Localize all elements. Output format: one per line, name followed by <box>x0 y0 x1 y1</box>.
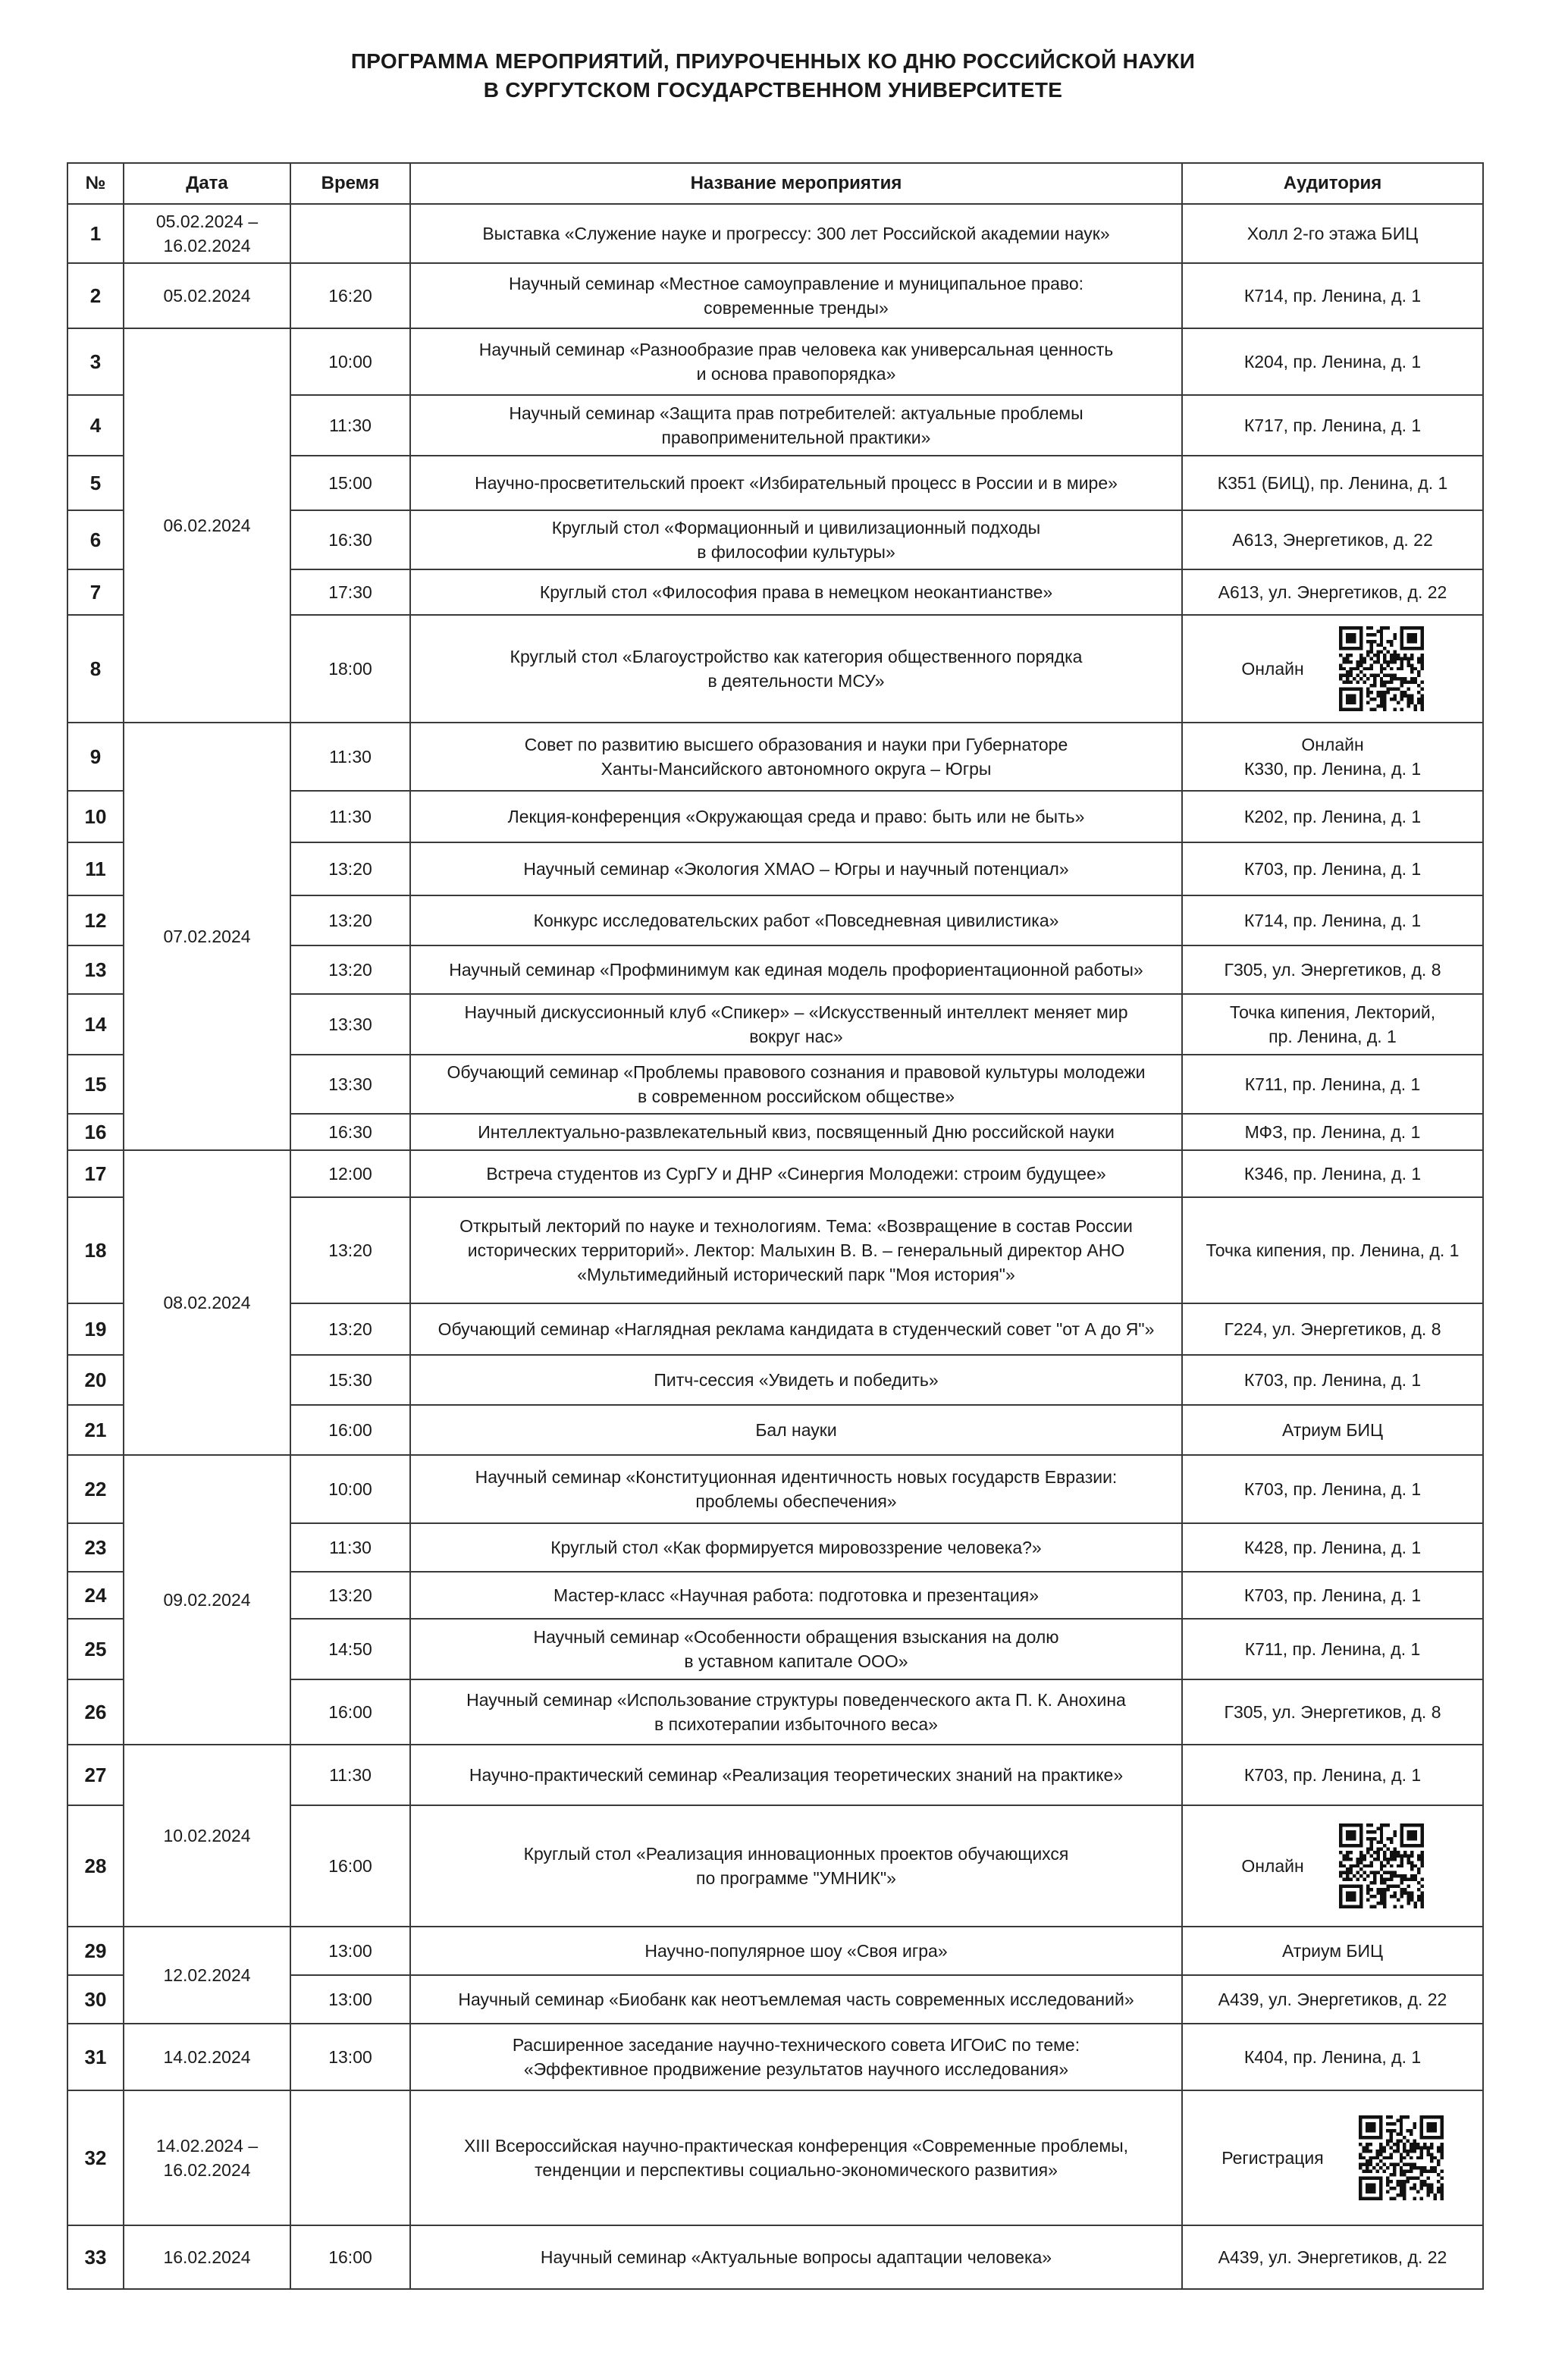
row-event-name: Обучающий семинар «Наглядная реклама кандидата в студенческий совет "от А до Я"» <box>410 1303 1182 1355</box>
row-time: 13:00 <box>290 1975 410 2024</box>
row-room: Атриум БИЦ <box>1182 1927 1483 1975</box>
row-room: К703, пр. Ленина, д. 1 <box>1182 1355 1483 1405</box>
row-number: 15 <box>67 1055 124 1114</box>
row-time: 16:00 <box>290 1679 410 1745</box>
row-number: 30 <box>67 1975 124 2024</box>
row-number: 25 <box>67 1619 124 1679</box>
row-time: 16:00 <box>290 1405 410 1455</box>
row-event-name: Научный семинар «Разнообразие прав человека как универсальная ценность и основа правопорядка» <box>410 328 1182 395</box>
row-date: 05.02.2024 <box>124 263 290 328</box>
row-time: 11:30 <box>290 723 410 791</box>
row-room: А439, ул. Энергетиков, д. 22 <box>1182 2225 1483 2289</box>
row-event-name: Расширенное заседание научно-технического совета ИГОиС по теме: «Эффективное продвижение результатов научного исследования» <box>410 2024 1182 2090</box>
row-time: 16:20 <box>290 263 410 328</box>
row-time: 11:30 <box>290 791 410 842</box>
table-row <box>67 1150 1483 1197</box>
title-line-1: ПРОГРАММА МЕРОПРИЯТИЙ, ПРИУРОЧЕННЫХ КО ДНЮ РОССИЙСКОЙ НАУКИ <box>350 49 1196 73</box>
row-time: 10:00 <box>290 1455 410 1523</box>
row-time: 17:30 <box>290 569 410 615</box>
row-time <box>290 204 410 263</box>
row-number: 8 <box>67 615 124 723</box>
row-number: 10 <box>67 791 124 842</box>
row-event-name: Научный семинар «Профминимум как единая модель профориентационной работы» <box>410 945 1182 994</box>
header-time: Время <box>290 163 410 204</box>
row-number: 16 <box>67 1114 124 1150</box>
row-event-name: Научный семинар «Биобанк как неотъемлемая часть современных исследований» <box>410 1975 1182 2024</box>
row-date: 09.02.2024 <box>124 1455 290 1745</box>
table-header-row <box>67 163 1483 204</box>
row-time: 13:30 <box>290 1055 410 1114</box>
row-event-name: Научный семинар «Конституционная идентичность новых государств Евразии: проблемы обеспечения» <box>410 1455 1182 1523</box>
row-event-name: Научный дискуссионный клуб «Спикер» – «Искусственный интеллект меняет мир вокруг нас» <box>410 994 1182 1055</box>
row-time: 14:50 <box>290 1619 410 1679</box>
row-time: 13:20 <box>290 945 410 994</box>
row-event-name: Выставка «Служение науке и прогрессу: 300 лет Российской академии наук» <box>410 204 1182 263</box>
table-body <box>67 204 1483 2289</box>
row-number: 24 <box>67 1572 124 1619</box>
row-date: 05.02.2024 – 16.02.2024 <box>124 204 290 263</box>
row-event-name: Бал науки <box>410 1405 1182 1455</box>
row-room: К404, пр. Ленина, д. 1 <box>1182 2024 1483 2090</box>
row-number: 3 <box>67 328 124 395</box>
row-room <box>1182 1805 1483 1927</box>
row-event-name: Обучающий семинар «Проблемы правового сознания и правовой культуры молодежи в современном российском обществе» <box>410 1055 1182 1114</box>
row-number: 33 <box>67 2225 124 2289</box>
row-time: 18:00 <box>290 615 410 723</box>
row-event-name: Научно-просветительский проект «Избирательный процесс в России и в мире» <box>410 456 1182 510</box>
row-number: 9 <box>67 723 124 791</box>
table-row <box>67 328 1483 395</box>
row-event-name: Мастер-класс «Научная работа: подготовка и презентация» <box>410 1572 1182 1619</box>
qr-code-icon[interactable] <box>1339 626 1424 711</box>
room-label: Регистрация <box>1221 2148 1324 2168</box>
row-room: Г305, ул. Энергетиков, д. 8 <box>1182 945 1483 994</box>
row-number: 17 <box>67 1150 124 1197</box>
row-event-name: XIII Всероссийская научно-практическая конференция «Современные проблемы, тенденции и перспективы социально-экономического развития» <box>410 2090 1182 2225</box>
row-room: К717, пр. Ленина, д. 1 <box>1182 395 1483 456</box>
row-number: 23 <box>67 1523 124 1572</box>
row-number: 4 <box>67 395 124 456</box>
row-room: К202, пр. Ленина, д. 1 <box>1182 791 1483 842</box>
row-event-name: Научный семинар «Актуальные вопросы адаптации человека» <box>410 2225 1182 2289</box>
row-room: К346, пр. Ленина, д. 1 <box>1182 1150 1483 1197</box>
row-number: 14 <box>67 994 124 1055</box>
row-number: 21 <box>67 1405 124 1455</box>
row-room: К428, пр. Ленина, д. 1 <box>1182 1523 1483 1572</box>
row-time: 16:30 <box>290 510 410 569</box>
header-room: Аудитория <box>1182 163 1483 204</box>
table-row <box>67 263 1483 328</box>
row-date: 06.02.2024 <box>124 328 290 723</box>
table-row <box>67 1745 1483 1805</box>
row-room: Точка кипения, Лекторий, пр. Ленина, д. 1 <box>1182 994 1483 1055</box>
header-date: Дата <box>124 163 290 204</box>
events-table <box>67 162 1484 2290</box>
row-date: 07.02.2024 <box>124 723 290 1150</box>
row-time: 16:00 <box>290 2225 410 2289</box>
row-room: К714, пр. Ленина, д. 1 <box>1182 895 1483 945</box>
row-event-name: Научный семинар «Местное самоуправление и муниципальное право: современные тренды» <box>410 263 1182 328</box>
row-room: К703, пр. Ленина, д. 1 <box>1182 1455 1483 1523</box>
row-event-name: Научный семинар «Особенности обращения взыскания на долю в уставном капитале ООО» <box>410 1619 1182 1679</box>
row-time <box>290 2090 410 2225</box>
row-room <box>1182 2090 1483 2225</box>
row-date: 14.02.2024 – 16.02.2024 <box>124 2090 290 2225</box>
row-number: 1 <box>67 204 124 263</box>
row-number: 12 <box>67 895 124 945</box>
row-time: 13:20 <box>290 895 410 945</box>
row-room: К703, пр. Ленина, д. 1 <box>1182 842 1483 895</box>
row-number: 6 <box>67 510 124 569</box>
row-date: 12.02.2024 <box>124 1927 290 2024</box>
table-row <box>67 204 1483 263</box>
row-number: 32 <box>67 2090 124 2225</box>
row-date: 10.02.2024 <box>124 1745 290 1927</box>
row-date: 14.02.2024 <box>124 2024 290 2090</box>
header-num: № <box>67 163 124 204</box>
room-label: Онлайн <box>1241 1856 1304 1876</box>
row-number: 7 <box>67 569 124 615</box>
row-number: 20 <box>67 1355 124 1405</box>
row-time: 11:30 <box>290 1745 410 1805</box>
row-room: Г305, ул. Энергетиков, д. 8 <box>1182 1679 1483 1745</box>
row-number: 5 <box>67 456 124 510</box>
row-event-name: Круглый стол «Формационный и цивилизационный подходы в философии культуры» <box>410 510 1182 569</box>
row-event-name: Интеллектуально-развлекательный квиз, посвященный Дню российской науки <box>410 1114 1182 1150</box>
row-time: 16:00 <box>290 1805 410 1927</box>
row-room: Точка кипения, пр. Ленина, д. 1 <box>1182 1197 1483 1303</box>
row-time: 13:20 <box>290 1303 410 1355</box>
row-event-name: Круглый стол «Благоустройство как категория общественного порядка в деятельности МСУ» <box>410 615 1182 723</box>
row-room: К711, пр. Ленина, д. 1 <box>1182 1619 1483 1679</box>
table-row <box>67 1927 1483 1975</box>
row-event-name: Питч-сессия «Увидеть и победить» <box>410 1355 1182 1405</box>
row-number: 2 <box>67 263 124 328</box>
header-name: Название мероприятия <box>410 163 1182 204</box>
room-label: Онлайн <box>1241 659 1304 679</box>
row-event-name: Научный семинар «Экология ХМАО – Югры и научный потенциал» <box>410 842 1182 895</box>
table-row <box>67 1455 1483 1523</box>
row-room: К703, пр. Ленина, д. 1 <box>1182 1745 1483 1805</box>
row-event-name: Конкурс исследовательских работ «Повседневная цивилистика» <box>410 895 1182 945</box>
row-time: 15:00 <box>290 456 410 510</box>
row-time: 10:00 <box>290 328 410 395</box>
row-event-name: Научно-популярное шоу «Своя игра» <box>410 1927 1182 1975</box>
row-number: 22 <box>67 1455 124 1523</box>
row-room: Онлайн К330, пр. Ленина, д. 1 <box>1182 723 1483 791</box>
row-date: 16.02.2024 <box>124 2225 290 2289</box>
row-event-name: Круглый стол «Как формируется мировоззрение человека?» <box>410 1523 1182 1572</box>
qr-code-icon[interactable] <box>1359 2115 1444 2200</box>
row-time: 15:30 <box>290 1355 410 1405</box>
row-time: 13:30 <box>290 994 410 1055</box>
row-room: Г224, ул. Энергетиков, д. 8 <box>1182 1303 1483 1355</box>
table-row <box>67 2090 1483 2225</box>
qr-code-icon[interactable] <box>1339 1823 1424 1908</box>
row-room: А613, Энергетиков, д. 22 <box>1182 510 1483 569</box>
row-time: 13:20 <box>290 842 410 895</box>
row-event-name: Круглый стол «Реализация инновационных проектов обучающихся по программе "УМНИК"» <box>410 1805 1182 1927</box>
row-room: МФЗ, пр. Ленина, д. 1 <box>1182 1114 1483 1150</box>
row-number: 31 <box>67 2024 124 2090</box>
row-number: 29 <box>67 1927 124 1975</box>
row-room: К204, пр. Ленина, д. 1 <box>1182 328 1483 395</box>
row-room: А613, ул. Энергетиков, д. 22 <box>1182 569 1483 615</box>
row-event-name: Лекция-конференция «Окружающая среда и право: быть или не быть» <box>410 791 1182 842</box>
row-event-name: Научно-практический семинар «Реализация теоретических знаний на практике» <box>410 1745 1182 1805</box>
row-event-name: Круглый стол «Философия права в немецком неокантианстве» <box>410 569 1182 615</box>
row-room: К703, пр. Ленина, д. 1 <box>1182 1572 1483 1619</box>
row-room: А439, ул. Энергетиков, д. 22 <box>1182 1975 1483 2024</box>
row-time: 11:30 <box>290 395 410 456</box>
row-number: 13 <box>67 945 124 994</box>
page-title <box>0 47 1546 105</box>
table-row <box>67 723 1483 791</box>
row-event-name: Научный семинар «Использование структуры поведенческого акта П. К. Анохина в психотерапии избыточного веса» <box>410 1679 1182 1745</box>
row-event-name: Открытый лекторий по науке и технологиям. Тема: «Возвращение в состав России исторических территорий». Лектор: Малыхин В. В. – генеральный директор АНО «Мультимедийный исторический парк "Моя история"» <box>410 1197 1182 1303</box>
row-time: 11:30 <box>290 1523 410 1572</box>
table-row <box>67 2024 1483 2090</box>
row-number: 28 <box>67 1805 124 1927</box>
row-room: К351 (БИЦ), пр. Ленина, д. 1 <box>1182 456 1483 510</box>
row-time: 13:20 <box>290 1197 410 1303</box>
row-number: 18 <box>67 1197 124 1303</box>
row-room: Атриум БИЦ <box>1182 1405 1483 1455</box>
table-row <box>67 2225 1483 2289</box>
row-time: 13:20 <box>290 1572 410 1619</box>
row-room: К711, пр. Ленина, д. 1 <box>1182 1055 1483 1114</box>
row-number: 11 <box>67 842 124 895</box>
row-time: 13:00 <box>290 2024 410 2090</box>
row-event-name: Встреча студентов из СурГУ и ДНР «Синергия Молодежи: строим будущее» <box>410 1150 1182 1197</box>
row-time: 12:00 <box>290 1150 410 1197</box>
title-line-2: В СУРГУТСКОМ ГОСУДАРСТВЕННОМ УНИВЕРСИТЕТЕ <box>483 78 1063 102</box>
row-room: К714, пр. Ленина, д. 1 <box>1182 263 1483 328</box>
row-date: 08.02.2024 <box>124 1150 290 1455</box>
row-time: 13:00 <box>290 1927 410 1975</box>
row-room <box>1182 615 1483 723</box>
row-number: 19 <box>67 1303 124 1355</box>
row-time: 16:30 <box>290 1114 410 1150</box>
row-event-name: Научный семинар «Защита прав потребителей: актуальные проблемы правоприменительной практики» <box>410 395 1182 456</box>
row-event-name: Совет по развитию высшего образования и науки при Губернаторе Ханты-Мансийского автономного округа – Югры <box>410 723 1182 791</box>
row-room: Холл 2-го этажа БИЦ <box>1182 204 1483 263</box>
row-number: 27 <box>67 1745 124 1805</box>
row-number: 26 <box>67 1679 124 1745</box>
